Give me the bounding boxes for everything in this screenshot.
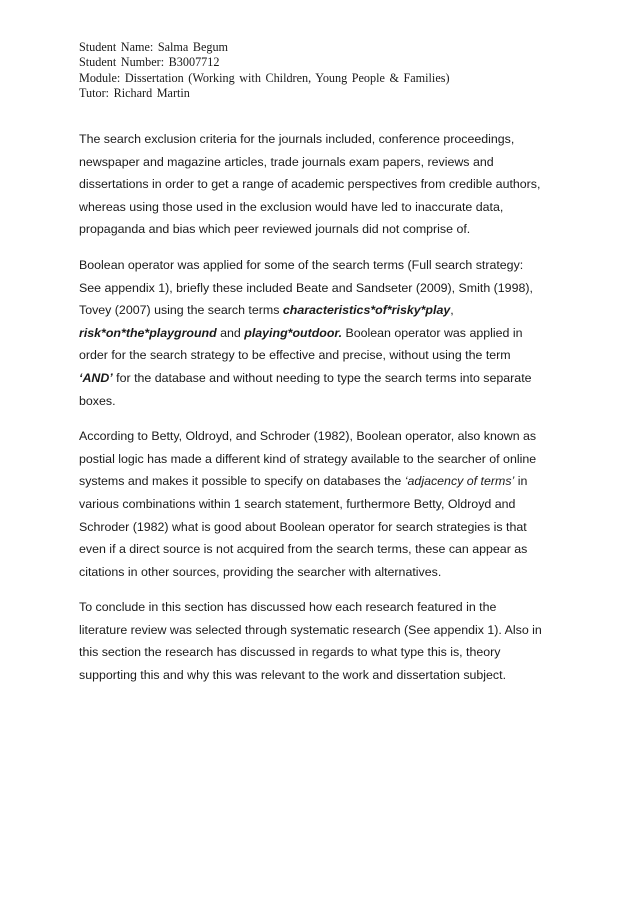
student-number: Student Number: B3007712 [79, 55, 220, 70]
text-line: The search exclusion criteria for the journals included, conference proceedings, [79, 132, 515, 146]
text-run: systems and makes it possible to specify on databases the [79, 474, 405, 489]
paragraph-postial-logic [79, 425, 559, 583]
text-line: dissertations in order to get a range of academic perspectives from credible authors, [79, 177, 541, 192]
text-line: Schroder (1982) what is good about Boolean operator for search strategies is that [79, 519, 527, 534]
text-line [79, 299, 559, 322]
search-term: risk*on*the*playground [79, 325, 217, 340]
text-run: for the database and without needing to type the search terms into separate [112, 370, 532, 385]
text-line: citations in other sources, providing the searcher with alternatives. [79, 564, 442, 579]
and-operator: ‘AND’ [79, 370, 113, 385]
text-line: See appendix 1), briefly these included Beate and Sandseter (2009), Smith (1998), [79, 280, 533, 295]
text-run: Boolean operator was applied in [342, 325, 523, 340]
text-line: literature review was selected through systematic research (See appendix 1). Also in [79, 622, 542, 637]
student-header [79, 40, 559, 102]
paragraph-boolean-operator [79, 254, 559, 412]
paragraph-exclusion-criteria [79, 128, 559, 241]
text-line [79, 470, 559, 493]
tutor-line: Tutor: Richard Martin [79, 86, 190, 101]
text-run: , [450, 303, 454, 318]
paragraph-conclusion [79, 596, 559, 686]
text-run: Tovey (2007) using the search terms [79, 303, 283, 318]
search-term: playing*outdoor. [244, 325, 343, 340]
module-line: Module: Dissertation (Working with Children, Young People & Families) [79, 70, 450, 85]
text-line: To conclude in this section has discussed how each research featured in the [79, 600, 497, 615]
text-run: and [216, 325, 245, 340]
document-body [79, 128, 559, 700]
text-line: postial logic has made a different kind of strategy available to the searcher of online [79, 451, 537, 466]
text-line: order for the search strategy to be effective and precise, without using the term [79, 348, 511, 363]
search-term: characteristics*of*risky*play [282, 303, 451, 318]
quoted-term: ‘adjacency of terms’ [404, 474, 515, 489]
text-line: various combinations within 1 search statement, furthermore Betty, Oldroyd and [79, 496, 516, 511]
text-line: whereas using those used in the exclusion would have led to inaccurate data, [79, 199, 504, 214]
text-line: newspaper and magazine articles, trade journals exam papers, reviews and [79, 154, 494, 169]
text-line [79, 322, 559, 345]
text-line: boxes. [79, 393, 116, 408]
text-line: Boolean operator was applied for some of the search terms (Full search strategy: [79, 257, 524, 272]
text-line: supporting this and why this was relevant to the work and dissertation subject. [79, 668, 507, 683]
student-name: Student Name: Salma Begum [79, 40, 229, 54]
text-run: in [514, 474, 528, 489]
text-line: this section the research has discussed in regards to what type this is, theory [79, 645, 501, 660]
text-line: According to Betty, Oldroyd, and Schroder (1982), Boolean operator, also known as [79, 429, 537, 444]
text-line: even if a direct source is not acquired from the search terms, these can appear as [79, 542, 528, 557]
text-line [79, 367, 559, 390]
text-line: propaganda and bias which peer reviewed journals did not comprise of. [79, 222, 471, 237]
